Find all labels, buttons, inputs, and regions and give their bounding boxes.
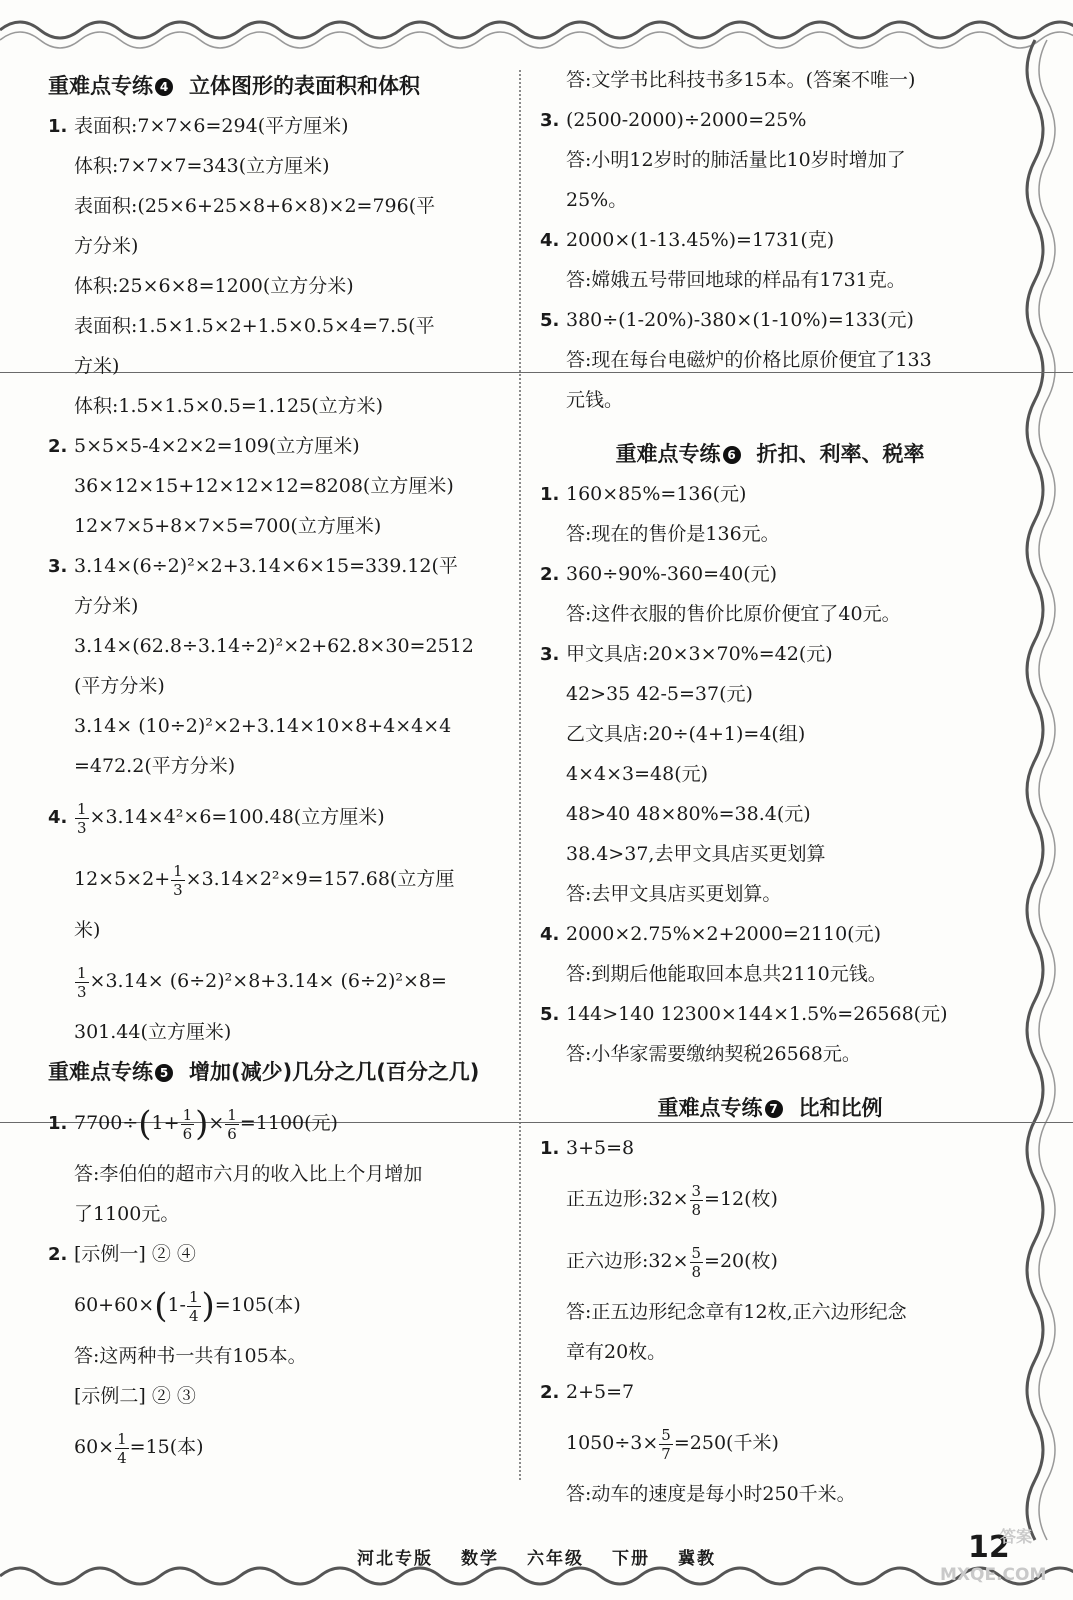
question-number: 3. [540,644,560,665]
question-number: 2. [48,436,68,457]
fraction: $\frac{5}{8}$ [691,1243,702,1281]
question-number: 3. [48,556,68,577]
question-number: 1. [48,1113,68,1134]
footer-edition: 河北专版 [357,1549,433,1569]
footer-subject: 数学 [461,1549,499,1569]
answer-line: 4. 2000×2.75%×2+2000=2110(元) [540,914,1000,954]
section-subtitle: 折扣、利率、税率 [756,442,925,466]
wavy-border-top [0,0,1073,60]
answer-line: 3. (2500-2000)÷2000=25% [540,100,1000,140]
fraction: $\frac{1}{3}$ [77,963,87,1001]
section-subtitle: 增加(减少)几分之几(百分之几) [189,1060,480,1084]
page-footer [0,1544,1073,1569]
fraction: $\frac{3}{8}$ [691,1181,702,1219]
question-number: 5. [540,1004,560,1025]
answer-line: 42>35 42-5=37(元) [566,683,753,705]
answer-line: 体积:7×7×7=343(立方厘米) [74,155,330,177]
question-number: 4. [540,924,560,945]
question-number: 1. [540,1138,560,1159]
section-badge: 6 [723,446,741,464]
answer-line: 3. 甲文具店:20×3×70%=42(元) [540,634,1000,674]
answer-line: 48>40 48×80%=38.4(元) [566,803,811,825]
section-label: 重难点专练 [48,1060,153,1084]
answer-line: 1. 表面积:7×7×6=294(平方厘米) [48,106,508,146]
footer-grade: 六年级 [527,1549,584,1569]
answer-line: 米) [74,919,101,941]
section-badge: 5 [155,1064,173,1082]
answer-line: 答:正五边形纪念章有12枚,正六边形纪念 [566,1301,907,1323]
fraction: $\frac{1}{6}$ [227,1105,237,1143]
answer-line: 36×12×15+12×12×12=8208(立方厘米) [74,475,454,497]
column-divider [519,70,521,1480]
answer-line: 60× $\frac{1}{4}$ =15(本) [74,1429,204,1467]
answer-line: 301.44(立方厘米) [74,1021,232,1043]
section-subtitle: 比和比例 [798,1096,883,1120]
answer-line: 4. $\frac{1}{3}$ ×3.14×4²×6=100.48(立方厘米) [48,786,508,848]
answer-line: 12×5×2+ $\frac{1}{3}$ ×3.14×2²×9=157.68(立方厘 [74,861,455,899]
answer-line: 答:李伯伯的超市六月的收入比上个月增加 [74,1163,423,1185]
answer-line: 60+60×(1- $\frac{1}{4}$ )=105(本) [74,1286,301,1326]
answer-line: 答:嫦娥五号带回地球的样品有1731克。 [566,269,906,291]
answer-line: 1. 160×85%=136(元) [540,474,1000,514]
answer-line: 2. 2+5=7 [540,1372,1000,1412]
question-number: 1. [540,484,560,505]
answer-line: 12×7×5+8×7×5=700(立方厘米) [74,515,382,537]
answer-line: 答:到期后他能取回本息共2110元钱。 [566,963,887,985]
answer-line: 体积:25×6×8=1200(立方分米) [74,275,354,297]
answer-line: 3. 3.14×(6÷2)²×2+3.14×6×15=339.12(平 [48,546,508,586]
question-number: 1. [48,116,68,137]
answer-line: 1. 3+5=8 [540,1128,1000,1168]
answer-line: 答:动车的速度是每小时250千米。 [566,1483,856,1505]
answer-line: 表面积:(25×6+25×8+6×8)×2=796(平 [74,195,436,217]
answer-line: 答:现在每台电磁炉的价格比原价便宜了133 [566,349,932,371]
answer-line: 3.14× (10÷2)²×2+3.14×10×8+4×4×4 [74,715,452,737]
section-badge: 4 [155,78,173,96]
section-subtitle: 立体图形的表面积和体积 [189,74,420,98]
question-number: 2. [540,564,560,585]
section-label: 重难点专练 [615,442,721,466]
answer-line: 4×4×3=48(元) [566,763,709,785]
section-badge: 7 [765,1100,783,1118]
left-column [48,66,508,1478]
question-number: 3. [540,110,560,131]
question-number: 2. [540,1382,560,1403]
answer-line: 方分米) [74,595,139,617]
question-number: 4. [48,807,68,828]
section-title-5 [48,1052,508,1092]
answer-line: 正五边形:32× $\frac{3}{8}$ =12(枚) [566,1181,778,1219]
question-number: 4. [540,230,560,251]
answer-line: 1. 7700÷(1+ $\frac{1}{6}$ )× $\frac{1}{6}$ =1100(元) [48,1092,508,1154]
answer-line: 5. 144>140 12300×144×1.5%=26568(元) [540,994,1000,1034]
fraction: $\frac{1}{3}$ [77,799,87,837]
watermark-url: MXQE.COM [940,1565,1047,1585]
answer-line: 25%。 [566,189,628,211]
section-title-6 [540,434,1000,474]
answer-line: 4. 2000×(1-13.45%)=1731(克) [540,220,1000,260]
footer-volume: 下册 [612,1549,650,1569]
answer-line: 38.4>37,去甲文具店买更划算 [566,843,826,865]
answer-line: 了1100元。 [74,1203,180,1225]
answer-line: 2. [示例一] ② ④ [48,1234,508,1274]
answer-line: 元钱。 [566,389,624,411]
answer-line: 正六边形:32× $\frac{5}{8}$ =20(枚) [566,1243,778,1281]
fraction: $\frac{5}{7}$ [661,1425,671,1463]
answer-line: 答:这件衣服的售价比原价便宜了40元。 [566,603,901,625]
answer-line: 答:现在的售价是136元。 [566,523,780,545]
question-number: 5. [540,310,560,331]
answer-line: 章有20枚。 [566,1341,667,1363]
answer-line: 表面积:1.5×1.5×2+1.5×0.5×4=7.5(平 [74,315,435,337]
answer-line: (平方分米) [74,675,165,697]
answer-line: 1050÷3× $\frac{5}{7}$ =250(千米) [566,1425,779,1463]
watermark-logo: 答案 [1000,1527,1033,1546]
answer-line: 乙文具店:20÷(4+1)=4(组) [566,723,806,745]
answer-line: 2. 5×5×5-4×2×2=109(立方厘米) [48,426,508,466]
section-title-4 [48,66,508,106]
wavy-border-right [1005,0,1073,1600]
fraction: $\frac{1}{3}$ [173,861,183,899]
answer-line: $\frac{1}{3}$ ×3.14× (6÷2)²×8+3.14× (6÷2)²×8= [77,963,447,1001]
footer-publisher: 冀教 [678,1549,716,1569]
answer-line: 答:小华家需要缴纳契税26568元。 [566,1043,861,1065]
section-label: 重难点专练 [48,74,153,98]
answer-line: 方分米) [74,235,139,257]
answer-line: 答:小明12岁时的肺活量比10岁时增加了 [566,149,906,171]
fraction: $\frac{1}{4}$ [117,1429,127,1467]
answer-line: 答:去甲文具店买更划算。 [566,883,782,905]
answer-line: 2. 360÷90%-360=40(元) [540,554,1000,594]
answer-line: 体积:1.5×1.5×0.5=1.125(立方米) [74,395,384,417]
question-number: 2. [48,1244,68,1265]
answer-line: 5. 380÷(1-20%)-380×(1-10%)=133(元) [540,300,1000,340]
right-column [540,60,1000,1514]
section-title-7 [540,1088,1000,1128]
page-number: 12 [968,1530,1010,1565]
answer-line: =472.2(平方分米) [74,755,236,777]
answer-line: 方米) [74,355,120,377]
answer-line: 答:文学书比科技书多15本。(答案不唯一) [566,69,916,91]
fraction: $\frac{1}{4}$ [188,1287,199,1325]
fraction: $\frac{1}{6}$ [182,1105,193,1143]
section-label: 重难点专练 [657,1096,763,1120]
answer-line: [示例二] ② ③ [74,1385,196,1407]
answer-line: 3.14×(62.8÷3.14÷2)²×2+62.8×30=2512 [74,635,474,657]
answer-line: 答:这两种书一共有105本。 [74,1345,307,1367]
